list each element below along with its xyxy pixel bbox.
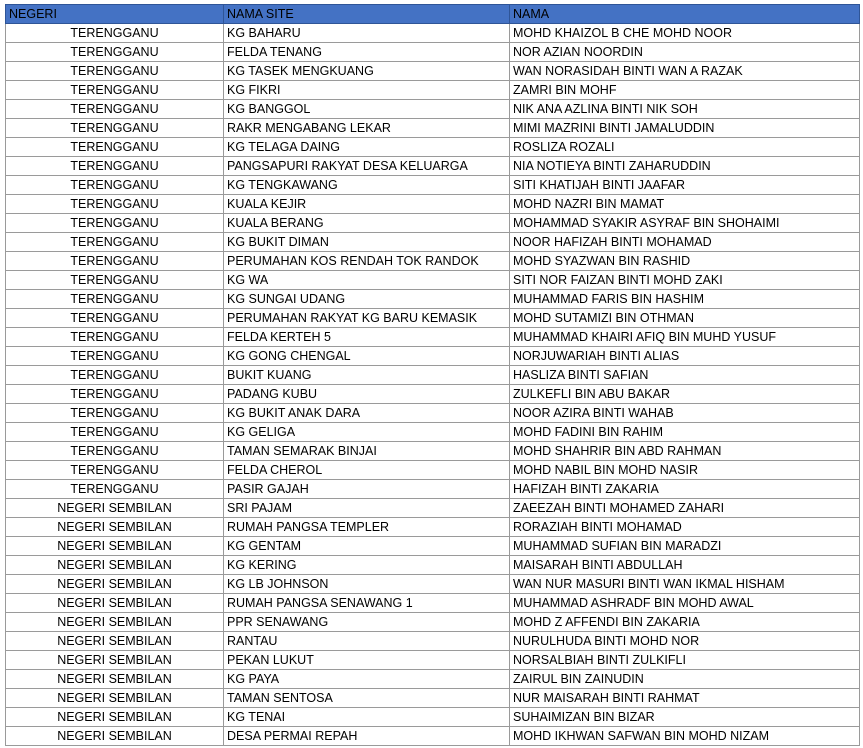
table-row xyxy=(6,271,860,290)
cell-nama[interactable]: MUHAMMAD ASHRADF BIN MOHD AWAL xyxy=(510,594,860,613)
cell-negeri[interactable]: TERENGGANU xyxy=(6,138,224,157)
cell-nama[interactable]: MUHAMMAD FARIS BIN HASHIM xyxy=(510,290,860,309)
cell-nama-site[interactable]: KG WA xyxy=(224,271,510,290)
cell-negeri[interactable]: TERENGGANU xyxy=(6,24,224,43)
cell-nama[interactable]: NIA NOTIEYA BINTI ZAHARUDDIN xyxy=(510,157,860,176)
cell-negeri[interactable]: TERENGGANU xyxy=(6,366,224,385)
cell-nama-site[interactable]: PADANG KUBU xyxy=(224,385,510,404)
cell-negeri[interactable]: TERENGGANU xyxy=(6,43,224,62)
cell-nama-site[interactable]: KG BANGGOL xyxy=(224,100,510,119)
cell-nama[interactable]: NOR AZIAN NOORDIN xyxy=(510,43,860,62)
table-row xyxy=(6,385,860,404)
table-row xyxy=(6,727,860,746)
cell-nama[interactable]: MUHAMMAD SUFIAN BIN MARADZI xyxy=(510,537,860,556)
cell-nama-site[interactable]: KG SUNGAI UDANG xyxy=(224,290,510,309)
table-row xyxy=(6,138,860,157)
cell-negeri[interactable]: TERENGGANU xyxy=(6,62,224,81)
cell-nama[interactable]: MOHD Z AFFENDI BIN ZAKARIA xyxy=(510,613,860,632)
cell-negeri[interactable]: TERENGGANU xyxy=(6,100,224,119)
cell-nama[interactable]: MOHD FADINI BIN RAHIM xyxy=(510,423,860,442)
cell-negeri[interactable]: TERENGGANU xyxy=(6,81,224,100)
cell-nama-site[interactable]: PASIR GAJAH xyxy=(224,480,510,499)
table-row xyxy=(6,290,860,309)
cell-nama[interactable]: SITI NOR FAIZAN BINTI MOHD ZAKI xyxy=(510,271,860,290)
cell-negeri[interactable]: TERENGGANU xyxy=(6,214,224,233)
cell-negeri[interactable]: NEGERI SEMBILAN xyxy=(6,537,224,556)
cell-negeri[interactable]: TERENGGANU xyxy=(6,252,224,271)
cell-negeri[interactable]: TERENGGANU xyxy=(6,195,224,214)
cell-nama-site[interactable]: KG BUKIT ANAK DARA xyxy=(224,404,510,423)
table-row xyxy=(6,328,860,347)
cell-nama[interactable]: MOHAMMAD SYAKIR ASYRAF BIN SHOHAIMI xyxy=(510,214,860,233)
cell-negeri[interactable]: NEGERI SEMBILAN xyxy=(6,518,224,537)
cell-negeri[interactable]: TERENGGANU xyxy=(6,309,224,328)
cell-nama-site[interactable]: TAMAN SENTOSA xyxy=(224,689,510,708)
cell-negeri[interactable]: TERENGGANU xyxy=(6,385,224,404)
cell-negeri[interactable]: TERENGGANU xyxy=(6,480,224,499)
cell-negeri[interactable]: TERENGGANU xyxy=(6,423,224,442)
cell-nama[interactable]: ZAMRI BIN MOHF xyxy=(510,81,860,100)
cell-nama[interactable]: MOHD NAZRI BIN MAMAT xyxy=(510,195,860,214)
cell-negeri[interactable]: TERENGGANU xyxy=(6,157,224,176)
cell-nama[interactable]: NOOR AZIRA BINTI WAHAB xyxy=(510,404,860,423)
cell-nama[interactable]: NOOR HAFIZAH BINTI MOHAMAD xyxy=(510,233,860,252)
cell-nama-site[interactable]: PPR SENAWANG xyxy=(224,613,510,632)
table-row xyxy=(6,366,860,385)
table-row xyxy=(6,233,860,252)
table-row xyxy=(6,613,860,632)
cell-negeri[interactable]: TERENGGANU xyxy=(6,347,224,366)
cell-negeri[interactable]: NEGERI SEMBILAN xyxy=(6,556,224,575)
cell-nama[interactable]: RORAZIAH BINTI MOHAMAD xyxy=(510,518,860,537)
cell-nama-site[interactable]: FELDA CHEROL xyxy=(224,461,510,480)
cell-negeri[interactable]: NEGERI SEMBILAN xyxy=(6,708,224,727)
cell-nama-site[interactable]: KG GELIGA xyxy=(224,423,510,442)
table-row xyxy=(6,62,860,81)
table-row xyxy=(6,252,860,271)
cell-nama-site[interactable]: KG GENTAM xyxy=(224,537,510,556)
cell-negeri[interactable]: NEGERI SEMBILAN xyxy=(6,613,224,632)
cell-nama-site[interactable]: KG LB JOHNSON xyxy=(224,575,510,594)
table-row xyxy=(6,176,860,195)
cell-nama-site[interactable]: DESA PERMAI REPAH xyxy=(224,727,510,746)
cell-negeri[interactable]: TERENGGANU xyxy=(6,271,224,290)
table-row xyxy=(6,214,860,233)
table-row xyxy=(6,119,860,138)
table-row xyxy=(6,499,860,518)
cell-nama[interactable]: MOHD NABIL BIN MOHD NASIR xyxy=(510,461,860,480)
cell-nama-site[interactable]: FELDA TENANG xyxy=(224,43,510,62)
table-row xyxy=(6,556,860,575)
cell-nama[interactable]: WAN NORASIDAH BINTI WAN A RAZAK xyxy=(510,62,860,81)
cell-nama[interactable]: ZULKEFLI BIN ABU BAKAR xyxy=(510,385,860,404)
table-row xyxy=(6,461,860,480)
cell-nama[interactable]: WAN NUR MASURI BINTI WAN IKMAL HISHAM xyxy=(510,575,860,594)
table-row xyxy=(6,651,860,670)
cell-nama[interactable]: SITI KHATIJAH BINTI JAAFAR xyxy=(510,176,860,195)
cell-nama-site[interactable]: PANGSAPURI RAKYAT DESA KELUARGA xyxy=(224,157,510,176)
cell-negeri[interactable]: TERENGGANU xyxy=(6,442,224,461)
cell-nama[interactable]: ZAIRUL BIN ZAINUDIN xyxy=(510,670,860,689)
cell-nama[interactable]: HASLIZA BINTI SAFIAN xyxy=(510,366,860,385)
cell-negeri[interactable]: TERENGGANU xyxy=(6,119,224,138)
cell-negeri[interactable]: TERENGGANU xyxy=(6,290,224,309)
cell-nama-site[interactable]: KG TASEK MENGKUANG xyxy=(224,62,510,81)
cell-nama-site[interactable]: KUALA KEJIR xyxy=(224,195,510,214)
cell-negeri[interactable]: TERENGGANU xyxy=(6,404,224,423)
cell-nama[interactable]: MOHD IKHWAN SAFWAN BIN MOHD NIZAM xyxy=(510,727,860,746)
table-row xyxy=(6,689,860,708)
cell-nama[interactable]: MIMI MAZRINI BINTI JAMALUDDIN xyxy=(510,119,860,138)
cell-negeri[interactable]: NEGERI SEMBILAN xyxy=(6,651,224,670)
cell-nama[interactable]: MUHAMMAD KHAIRI AFIQ BIN MUHD YUSUF xyxy=(510,328,860,347)
table-row xyxy=(6,518,860,537)
cell-nama-site[interactable]: KG KERING xyxy=(224,556,510,575)
cell-negeri[interactable]: TERENGGANU xyxy=(6,176,224,195)
cell-nama-site[interactable]: KG BAHARU xyxy=(224,24,510,43)
table-row xyxy=(6,423,860,442)
cell-nama-site[interactable]: RAKR MENGABANG LEKAR xyxy=(224,119,510,138)
table-row xyxy=(6,575,860,594)
cell-nama[interactable]: MOHD KHAIZOL B CHE MOHD NOOR xyxy=(510,24,860,43)
cell-nama-site[interactable]: RUMAH PANGSA TEMPLER xyxy=(224,518,510,537)
cell-negeri[interactable]: NEGERI SEMBILAN xyxy=(6,689,224,708)
cell-negeri[interactable]: NEGERI SEMBILAN xyxy=(6,632,224,651)
header-negeri[interactable]: NEGERI xyxy=(6,5,224,24)
table-row xyxy=(6,632,860,651)
table-row xyxy=(6,347,860,366)
spreadsheet-table xyxy=(5,4,860,746)
cell-negeri[interactable]: TERENGGANU xyxy=(6,233,224,252)
cell-nama-site[interactable]: PERUMAHAN RAKYAT KG BARU KEMASIK xyxy=(224,309,510,328)
cell-nama-site[interactable]: KG TENAI xyxy=(224,708,510,727)
table-row xyxy=(6,195,860,214)
cell-negeri[interactable]: NEGERI SEMBILAN xyxy=(6,594,224,613)
cell-nama-site[interactable]: KG GONG CHENGAL xyxy=(224,347,510,366)
cell-nama[interactable]: MOHD SUTAMIZI BIN OTHMAN xyxy=(510,309,860,328)
cell-negeri[interactable]: NEGERI SEMBILAN xyxy=(6,499,224,518)
cell-negeri[interactable]: NEGERI SEMBILAN xyxy=(6,575,224,594)
cell-nama-site[interactable]: KG FIKRI xyxy=(224,81,510,100)
cell-nama-site[interactable]: KG TENGKAWANG xyxy=(224,176,510,195)
table-row xyxy=(6,309,860,328)
table-row xyxy=(6,708,860,727)
cell-negeri[interactable]: NEGERI SEMBILAN xyxy=(6,670,224,689)
cell-nama[interactable]: NUR MAISARAH BINTI RAHMAT xyxy=(510,689,860,708)
cell-nama-site[interactable]: RANTAU xyxy=(224,632,510,651)
cell-nama-site[interactable]: KG TELAGA DAING xyxy=(224,138,510,157)
cell-nama[interactable]: MOHD SHAHRIR BIN ABD RAHMAN xyxy=(510,442,860,461)
cell-nama[interactable]: NORSALBIAH BINTI ZULKIFLI xyxy=(510,651,860,670)
cell-negeri[interactable]: NEGERI SEMBILAN xyxy=(6,727,224,746)
cell-nama[interactable]: MOHD SYAZWAN BIN RASHID xyxy=(510,252,860,271)
table-row xyxy=(6,24,860,43)
table-row xyxy=(6,43,860,62)
cell-nama-site[interactable]: KUALA BERANG xyxy=(224,214,510,233)
cell-nama-site[interactable]: SRI PAJAM xyxy=(224,499,510,518)
table-row xyxy=(6,81,860,100)
cell-nama-site[interactable]: FELDA KERTEH 5 xyxy=(224,328,510,347)
cell-nama[interactable]: MAISARAH BINTI ABDULLAH xyxy=(510,556,860,575)
header-nama-site[interactable]: NAMA SITE xyxy=(224,5,510,24)
cell-nama[interactable]: HAFIZAH BINTI ZAKARIA xyxy=(510,480,860,499)
cell-nama-site[interactable]: KG PAYA xyxy=(224,670,510,689)
cell-negeri[interactable]: TERENGGANU xyxy=(6,328,224,347)
cell-nama-site[interactable]: TAMAN SEMARAK BINJAI xyxy=(224,442,510,461)
header-row xyxy=(6,5,860,24)
cell-nama-site[interactable]: KG BUKIT DIMAN xyxy=(224,233,510,252)
table-row xyxy=(6,480,860,499)
cell-nama-site[interactable]: RUMAH PANGSA SENAWANG 1 xyxy=(224,594,510,613)
table-row xyxy=(6,670,860,689)
table-row xyxy=(6,594,860,613)
table-row xyxy=(6,100,860,119)
table-row xyxy=(6,404,860,423)
table-row xyxy=(6,442,860,461)
header-nama[interactable]: NAMA xyxy=(510,5,860,24)
cell-nama-site[interactable]: PEKAN LUKUT xyxy=(224,651,510,670)
cell-nama[interactable]: ROSLIZA ROZALI xyxy=(510,138,860,157)
table-row xyxy=(6,157,860,176)
cell-nama[interactable]: NIK ANA AZLINA BINTI NIK SOH xyxy=(510,100,860,119)
cell-nama[interactable]: NORJUWARIAH BINTI ALIAS xyxy=(510,347,860,366)
cell-nama[interactable]: ZAEEZAH BINTI MOHAMED ZAHARI xyxy=(510,499,860,518)
table-row xyxy=(6,537,860,556)
cell-nama[interactable]: NURULHUDA BINTI MOHD NOR xyxy=(510,632,860,651)
cell-nama-site[interactable]: PERUMAHAN KOS RENDAH TOK RANDOK xyxy=(224,252,510,271)
cell-nama-site[interactable]: BUKIT KUANG xyxy=(224,366,510,385)
cell-negeri[interactable]: TERENGGANU xyxy=(6,461,224,480)
cell-nama[interactable]: SUHAIMIZAN BIN BIZAR xyxy=(510,708,860,727)
